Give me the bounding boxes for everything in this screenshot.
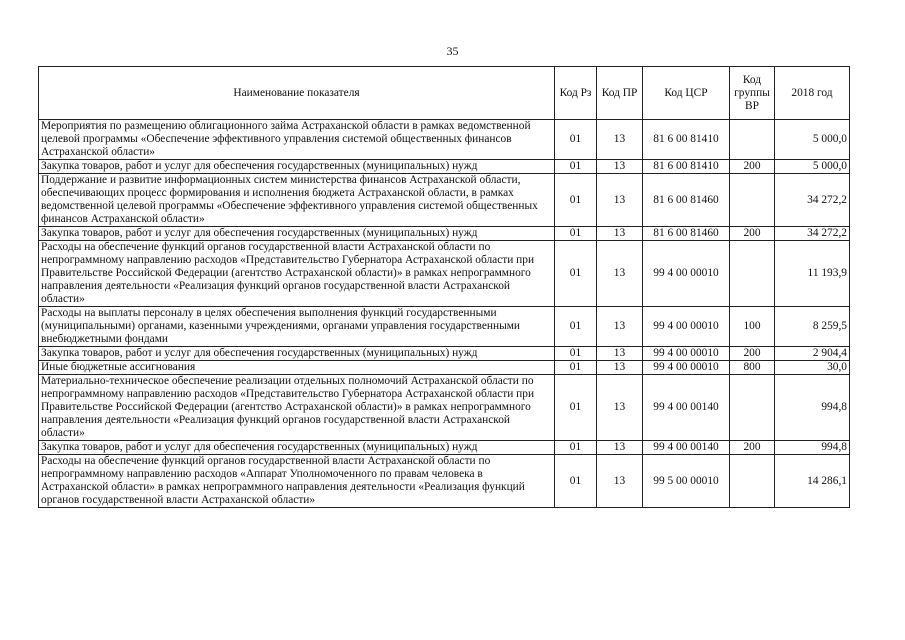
row-amount: 30,0 bbox=[775, 361, 850, 375]
row-vr: 200 bbox=[730, 347, 775, 361]
row-pr: 13 bbox=[597, 361, 643, 375]
row-csr: 99 4 00 00140 bbox=[643, 375, 730, 441]
table-row bbox=[39, 241, 850, 307]
budget-table bbox=[38, 66, 850, 508]
row-rz: 01 bbox=[555, 441, 597, 455]
row-name: Расходы на обеспечение функций органов государственной власти Астраханской области по непрограммному направлению расходов «Аппарат Уполномоченного по правам человека в Астраханской области» в рамках непрограммного направления деятельности «Реализация функций органов государственной власти Астраханской области» bbox=[39, 455, 555, 508]
row-name: Иные бюджетные ассигнования bbox=[39, 361, 555, 375]
row-vr bbox=[730, 375, 775, 441]
row-amount: 994,8 bbox=[775, 441, 850, 455]
row-csr: 81 6 00 81460 bbox=[643, 174, 730, 227]
row-pr: 13 bbox=[597, 347, 643, 361]
table-row bbox=[39, 120, 850, 160]
row-amount: 11 193,9 bbox=[775, 241, 850, 307]
row-vr: 200 bbox=[730, 160, 775, 174]
row-amount: 5 000,0 bbox=[775, 160, 850, 174]
page-number: 35 bbox=[446, 44, 459, 58]
row-rz: 01 bbox=[555, 174, 597, 227]
row-name: Поддержание и развитие информационных систем министерства финансов Астраханской области, обеспечивающих процесс формирования и исполнения бюджета Астраханской области, в рамках ведомственной целевой программы «Обеспечение эффективного управления системой общественных финансов Астраханской области» bbox=[39, 174, 555, 227]
row-csr: 81 6 00 81410 bbox=[643, 120, 730, 160]
row-pr: 13 bbox=[597, 241, 643, 307]
row-vr: 100 bbox=[730, 307, 775, 347]
row-name: Расходы на выплаты персоналу в целях обеспечения выполнения функций государственными (муниципальными) органами, казенными учреждениями, органами управления государственными внебюджетными фондами bbox=[39, 307, 555, 347]
header-pr: Код ПР bbox=[597, 67, 643, 120]
row-rz: 01 bbox=[555, 347, 597, 361]
row-name: Материально-техническое обеспечение реализации отдельных полномочий Астраханской области по непрограммному направлению расходов «Представительство Губернатора Астраханской области при Правительстве Российской Федерации (агентство Астраханской области)» в рамках непрограммного направления деятельности «Реализация функций органов государственной власти Астраханской области» bbox=[39, 375, 555, 441]
row-csr: 99 5 00 00010 bbox=[643, 455, 730, 508]
row-vr bbox=[730, 241, 775, 307]
row-csr: 99 4 00 00010 bbox=[643, 347, 730, 361]
row-rz: 01 bbox=[555, 160, 597, 174]
row-pr: 13 bbox=[597, 307, 643, 347]
row-vr bbox=[730, 120, 775, 160]
row-amount: 8 259,5 bbox=[775, 307, 850, 347]
header-csr: Код ЦСР bbox=[643, 67, 730, 120]
row-amount: 2 904,4 bbox=[775, 347, 850, 361]
table-row bbox=[39, 227, 850, 241]
row-pr: 13 bbox=[597, 160, 643, 174]
row-name: Расходы на обеспечение функций органов государственной власти Астраханской области по непрограммному направлению расходов «Представительство Губернатора Астраханской области при Правительстве Российской Федерации (агентство Астраханской области)» в рамках непрограммного направления деятельности «Реализация функций органов государственной власти Астраханской области» bbox=[39, 241, 555, 307]
table-row bbox=[39, 307, 850, 347]
row-rz: 01 bbox=[555, 227, 597, 241]
row-name: Закупка товаров, работ и услуг для обеспечения государственных (муниципальных) нужд bbox=[39, 227, 555, 241]
row-rz: 01 bbox=[555, 241, 597, 307]
row-pr: 13 bbox=[597, 227, 643, 241]
row-vr bbox=[730, 455, 775, 508]
row-csr: 81 6 00 81410 bbox=[643, 160, 730, 174]
row-vr: 200 bbox=[730, 441, 775, 455]
row-name: Закупка товаров, работ и услуг для обеспечения государственных (муниципальных) нужд bbox=[39, 160, 555, 174]
table-row bbox=[39, 441, 850, 455]
row-pr: 13 bbox=[597, 174, 643, 227]
table-header-row bbox=[39, 67, 850, 120]
row-rz: 01 bbox=[555, 307, 597, 347]
row-rz: 01 bbox=[555, 455, 597, 508]
header-vr: Код группы ВР bbox=[730, 67, 775, 120]
row-csr: 99 4 00 00140 bbox=[643, 441, 730, 455]
table-row bbox=[39, 375, 850, 441]
row-pr: 13 bbox=[597, 455, 643, 508]
row-vr: 200 bbox=[730, 227, 775, 241]
row-amount: 34 272,2 bbox=[775, 227, 850, 241]
row-name: Закупка товаров, работ и услуг для обеспечения государственных (муниципальных) нужд bbox=[39, 441, 555, 455]
table-row bbox=[39, 361, 850, 375]
row-amount: 994,8 bbox=[775, 375, 850, 441]
row-pr: 13 bbox=[597, 375, 643, 441]
row-rz: 01 bbox=[555, 361, 597, 375]
row-pr: 13 bbox=[597, 441, 643, 455]
header-rz: Код Рз bbox=[555, 67, 597, 120]
row-csr: 99 4 00 00010 bbox=[643, 241, 730, 307]
row-vr bbox=[730, 174, 775, 227]
row-name: Мероприятия по размещению облигационного займа Астраханской области в рамках ведомственной целевой программы «Обеспечение эффективного управления системой общественных финансов Астраханской области» bbox=[39, 120, 555, 160]
row-rz: 01 bbox=[555, 120, 597, 160]
header-name: Наименование показателя bbox=[39, 67, 555, 120]
row-csr: 99 4 00 00010 bbox=[643, 307, 730, 347]
row-amount: 5 000,0 bbox=[775, 120, 850, 160]
table-row bbox=[39, 455, 850, 508]
header-year: 2018 год bbox=[775, 67, 850, 120]
row-amount: 14 286,1 bbox=[775, 455, 850, 508]
row-vr: 800 bbox=[730, 361, 775, 375]
table-row bbox=[39, 347, 850, 361]
row-csr: 99 4 00 00010 bbox=[643, 361, 730, 375]
row-amount: 34 272,2 bbox=[775, 174, 850, 227]
row-name: Закупка товаров, работ и услуг для обеспечения государственных (муниципальных) нужд bbox=[39, 347, 555, 361]
table-row bbox=[39, 174, 850, 227]
table-row bbox=[39, 160, 850, 174]
row-csr: 81 6 00 81460 bbox=[643, 227, 730, 241]
row-pr: 13 bbox=[597, 120, 643, 160]
row-rz: 01 bbox=[555, 375, 597, 441]
